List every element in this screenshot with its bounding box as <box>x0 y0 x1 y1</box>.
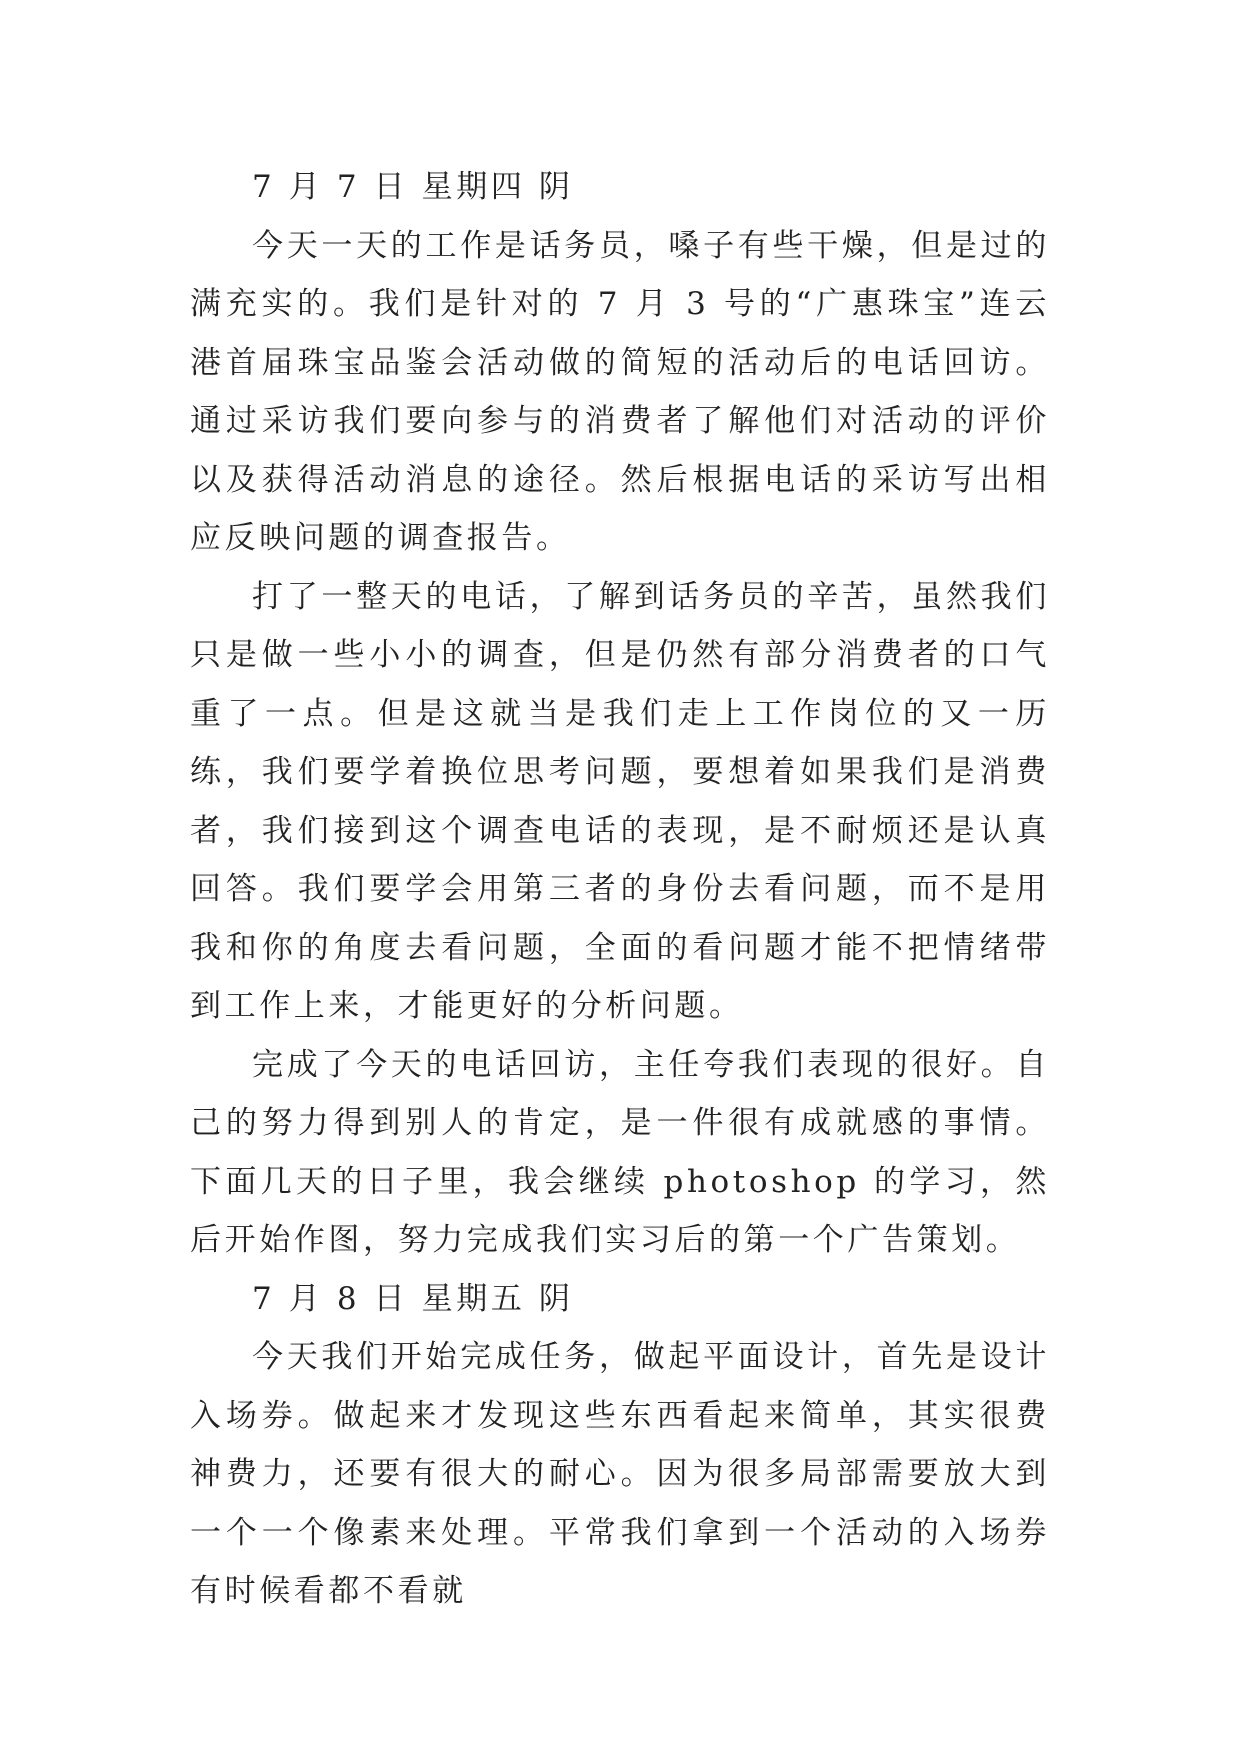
diary-date-heading: 7 月 7 日 星期四 阴 <box>252 169 574 205</box>
diary-date-heading: 7 月 8 日 星期五 阴 <box>252 1280 574 1317</box>
document-body <box>190 158 1050 1621</box>
paragraph: 今天一天的工作是话务员，嗓子有些干燥，但是过的满充实的。我们是针对的 7 月 3 号的“广惠珠宝”连云港首届珠宝品鉴会活动做的简短的活动后的电话回访。通过采访我们要向参与的消费者了解他们对活动的评价以及获得活动消息的途径。然后根据电话的采访写出相应反映问题的调查报告。 <box>190 227 1050 556</box>
paragraph: 完成了今天的电话回访，主任夸我们表现的很好。自己的努力得到别人的肯定，是一件很有成就感的事情。下面几天的日子里，我会继续 photoshop 的学习，然后开始作图，努力完成我们实习后的第一个广告策划。 <box>190 1046 1050 1258</box>
paragraph: 打了一整天的电话，了解到话务员的辛苦，虽然我们只是做一些小小的调查，但是仍然有部分消费者的口气重了一点。但是这就当是我们走上工作岗位的又一历练，我们要学着换位思考问题，要想着如果我们是消费者，我们接到这个调查电话的表现，是不耐烦还是认真回答。我们要学会用第三者的身份去看问题，而不是用我和你的角度去看问题，全面的看问题才能不把情绪带到工作上来，才能更好的分析问题。 <box>190 578 1050 1024</box>
paragraph: 今天我们开始完成任务，做起平面设计，首先是设计入场券。做起来才发现这些东西看起来简单，其实很费神费力，还要有很大的耐心。因为很多局部需要放大到一个一个像素来处理。平常我们拿到一个活动的入场券有时候看都不看就 <box>190 1339 1050 1609</box>
